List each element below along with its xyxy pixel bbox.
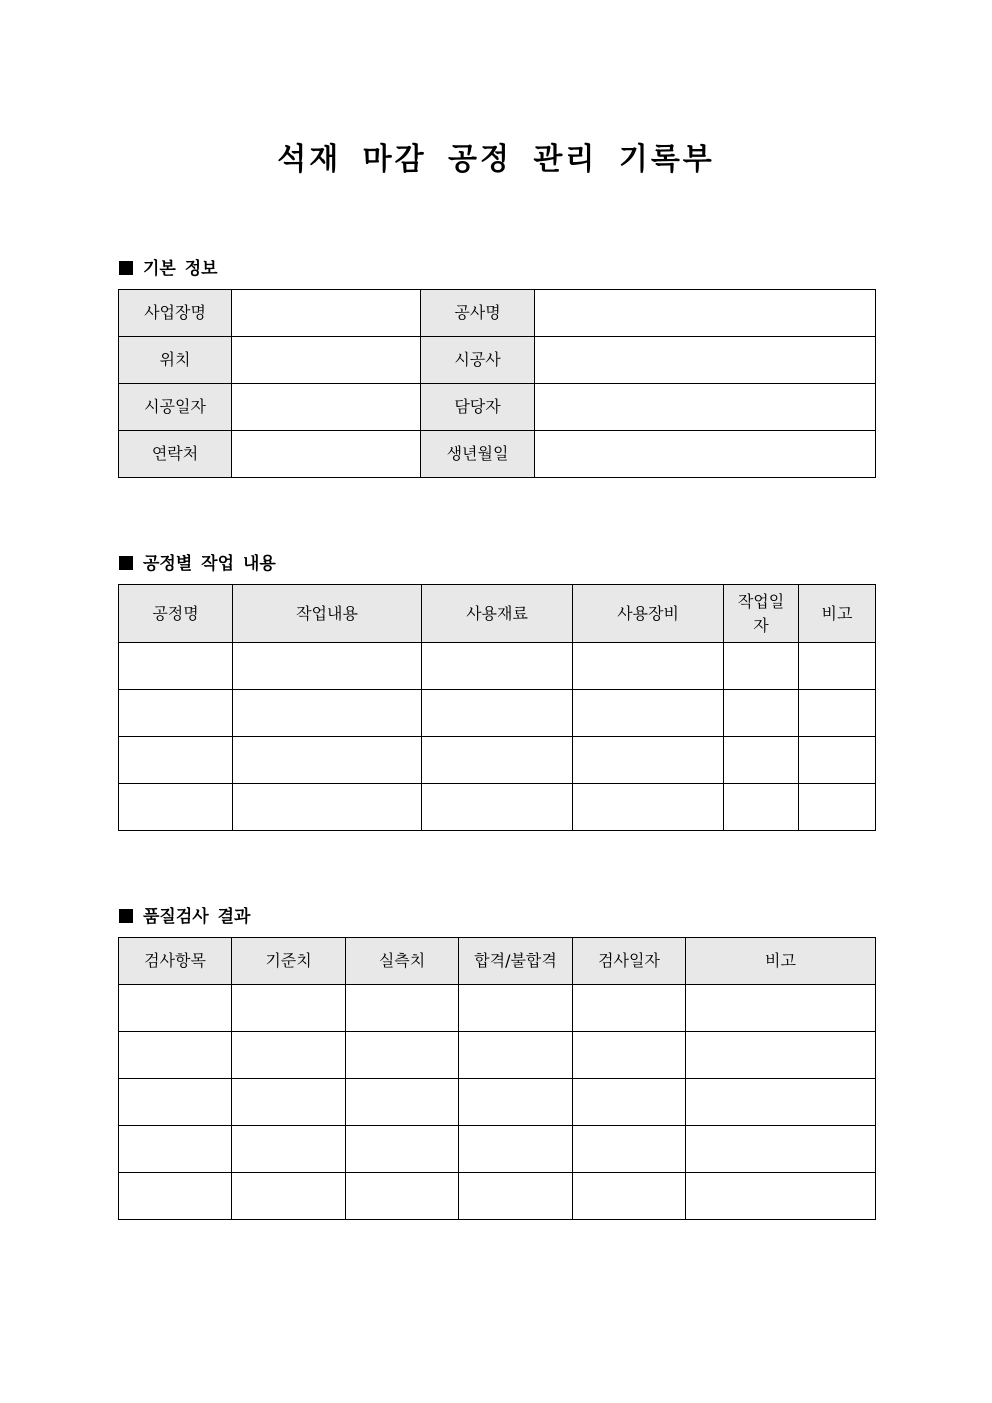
value-cell[interactable] (232, 384, 421, 431)
label-cell: 사업장명 (119, 290, 232, 337)
section-heading-label: 기본 정보 (143, 259, 218, 279)
data-cell[interactable] (346, 985, 459, 1032)
value-cell[interactable] (535, 384, 876, 431)
column-header: 검사항목 (119, 938, 232, 985)
square-bullet-icon (119, 909, 133, 923)
label-cell: 연락처 (119, 431, 232, 478)
data-cell[interactable] (119, 1079, 232, 1126)
data-cell[interactable] (422, 737, 573, 784)
square-bullet-icon (119, 556, 133, 570)
data-cell[interactable] (346, 1032, 459, 1079)
table-row (119, 1079, 876, 1126)
data-cell[interactable] (232, 985, 346, 1032)
data-cell[interactable] (686, 1079, 876, 1126)
table-header-row (119, 938, 876, 985)
data-cell[interactable] (724, 784, 799, 831)
data-cell[interactable] (573, 643, 724, 690)
table-row (119, 690, 876, 737)
data-cell[interactable] (232, 1126, 346, 1173)
table-row (119, 737, 876, 784)
column-header: 사용재료 (422, 585, 573, 643)
table-row (119, 1032, 876, 1079)
section-heading-label: 품질검사 결과 (143, 907, 251, 927)
square-bullet-icon (119, 261, 133, 275)
data-cell[interactable] (459, 1079, 573, 1126)
table-row (119, 290, 876, 337)
label-cell: 시공일자 (119, 384, 232, 431)
data-cell[interactable] (346, 1079, 459, 1126)
value-cell[interactable] (535, 290, 876, 337)
table-row (119, 431, 876, 478)
data-cell[interactable] (799, 643, 876, 690)
data-cell[interactable] (573, 1173, 686, 1220)
label-cell: 공사명 (421, 290, 535, 337)
column-header: 작업내용 (233, 585, 422, 643)
data-cell[interactable] (686, 1173, 876, 1220)
column-header: 비고 (799, 585, 876, 643)
column-header: 검사일자 (573, 938, 686, 985)
label-cell: 생년월일 (421, 431, 535, 478)
data-cell[interactable] (233, 643, 422, 690)
data-cell[interactable] (346, 1173, 459, 1220)
table-row (119, 1126, 876, 1173)
data-cell[interactable] (119, 737, 233, 784)
value-cell[interactable] (232, 337, 421, 384)
column-header: 실측치 (346, 938, 459, 985)
data-cell[interactable] (686, 1126, 876, 1173)
data-cell[interactable] (422, 690, 573, 737)
data-cell[interactable] (459, 985, 573, 1032)
data-cell[interactable] (459, 1032, 573, 1079)
table-row (119, 1173, 876, 1220)
data-cell[interactable] (422, 643, 573, 690)
value-cell[interactable] (232, 431, 421, 478)
data-cell[interactable] (119, 1173, 232, 1220)
table-row (119, 643, 876, 690)
value-cell[interactable] (535, 431, 876, 478)
data-cell[interactable] (724, 737, 799, 784)
process-work-table (118, 584, 876, 831)
data-cell[interactable] (346, 1126, 459, 1173)
section-heading-label: 공정별 작업 내용 (143, 554, 276, 574)
data-cell[interactable] (686, 1032, 876, 1079)
data-cell[interactable] (233, 784, 422, 831)
basic-info-table (118, 289, 876, 478)
data-cell[interactable] (422, 784, 573, 831)
data-cell[interactable] (119, 985, 232, 1032)
data-cell[interactable] (119, 1126, 232, 1173)
data-cell[interactable] (232, 1173, 346, 1220)
data-cell[interactable] (724, 690, 799, 737)
data-cell[interactable] (459, 1173, 573, 1220)
data-cell[interactable] (724, 643, 799, 690)
data-cell[interactable] (232, 1032, 346, 1079)
data-cell[interactable] (573, 690, 724, 737)
column-header: 작업일 자 (724, 585, 799, 643)
table-row (119, 384, 876, 431)
section-heading-basic-info (119, 254, 218, 279)
table-row (119, 985, 876, 1032)
data-cell[interactable] (119, 690, 233, 737)
label-cell: 담당자 (421, 384, 535, 431)
column-header: 공정명 (119, 585, 233, 643)
data-cell[interactable] (799, 784, 876, 831)
data-cell[interactable] (799, 737, 876, 784)
table-row (119, 337, 876, 384)
label-cell: 시공사 (421, 337, 535, 384)
data-cell[interactable] (232, 1079, 346, 1126)
section-heading-process-work (119, 549, 276, 574)
data-cell[interactable] (119, 643, 233, 690)
table-row (119, 784, 876, 831)
data-cell[interactable] (233, 690, 422, 737)
data-cell[interactable] (686, 985, 876, 1032)
section-heading-quality-inspection (119, 902, 250, 927)
column-header: 비고 (686, 938, 876, 985)
data-cell[interactable] (119, 784, 233, 831)
value-cell[interactable] (232, 290, 421, 337)
table-header-row (119, 585, 876, 643)
data-cell[interactable] (573, 1032, 686, 1079)
column-header: 합격/불합격 (459, 938, 573, 985)
document-title: 석재 마감 공정 관리 기록부 (277, 142, 715, 177)
data-cell[interactable] (459, 1126, 573, 1173)
data-cell[interactable] (573, 985, 686, 1032)
data-cell[interactable] (573, 784, 724, 831)
data-cell[interactable] (233, 737, 422, 784)
data-cell[interactable] (573, 1079, 686, 1126)
label-cell: 위치 (119, 337, 232, 384)
data-cell[interactable] (799, 690, 876, 737)
data-cell[interactable] (573, 1126, 686, 1173)
column-header: 사용장비 (573, 585, 724, 643)
column-header: 기준치 (232, 938, 346, 985)
value-cell[interactable] (535, 337, 876, 384)
data-cell[interactable] (573, 737, 724, 784)
data-cell[interactable] (119, 1032, 232, 1079)
quality-inspection-table (118, 937, 876, 1220)
